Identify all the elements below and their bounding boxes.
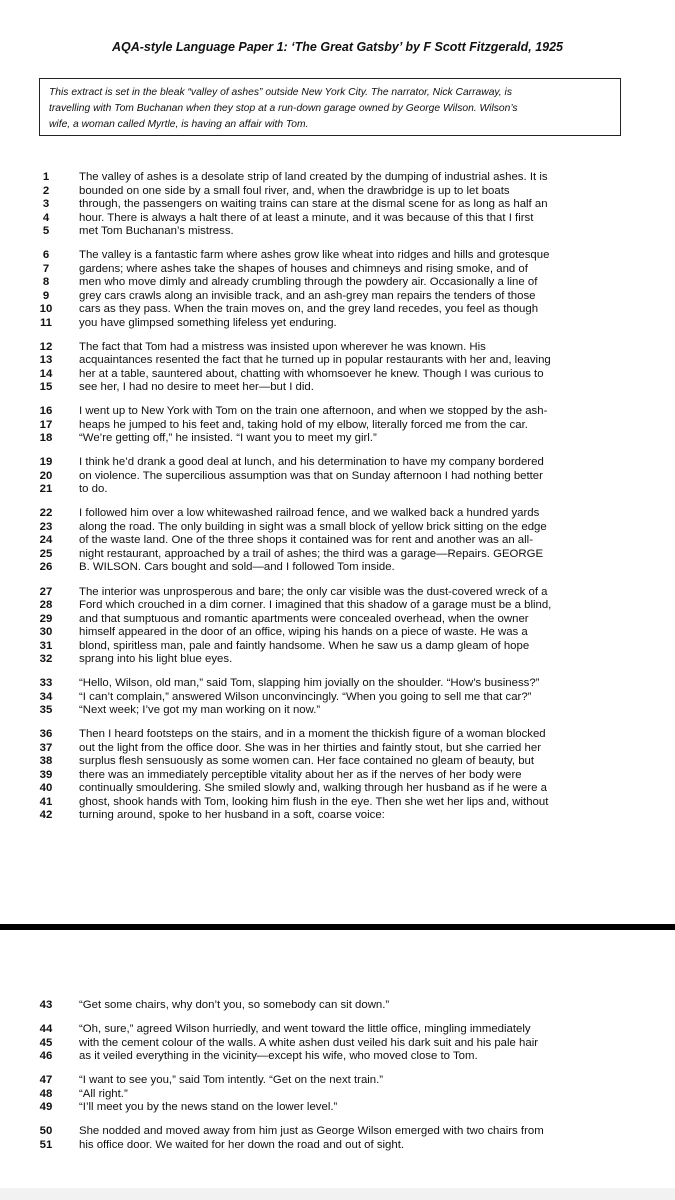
- line-text: ghost, shook hands with Tom, looking him flush in the eye. Then she wet her lips and, without: [79, 795, 549, 808]
- text-line: [0, 1139, 675, 1153]
- line-number: 41: [39, 795, 53, 808]
- line-text: The fact that Tom had a mistress was insisted upon wherever he was known. His: [79, 340, 486, 353]
- line-number: 31: [39, 639, 53, 652]
- text-line: [0, 470, 675, 484]
- paragraph: [0, 405, 675, 446]
- text-line: [0, 999, 675, 1013]
- line-text: “Oh, sure,” agreed Wilson hurriedly, and went toward the little office, mingling immediately: [79, 1023, 531, 1036]
- line-number: 50: [39, 1125, 53, 1138]
- line-number: 38: [39, 755, 53, 768]
- line-number: 1: [42, 171, 50, 183]
- line-number: 46: [39, 1050, 53, 1063]
- text-line: [0, 691, 675, 705]
- paragraph: [0, 1023, 675, 1064]
- text-line: [0, 613, 675, 627]
- text-line: [0, 1023, 675, 1037]
- line-text: Then I heard footsteps on the stairs, and in a moment the thickish figure of a woman blocked: [79, 728, 546, 741]
- text-line: [0, 782, 675, 796]
- line-text: continually smouldering. She smiled slowly and, walking through her husband as if he were a: [79, 782, 547, 795]
- line-number: 16: [39, 405, 53, 418]
- paragraph: [0, 999, 675, 1013]
- line-text: The valley of ashes is a desolate strip of land created by the dumping of industrial ashes. It is: [79, 171, 548, 183]
- extract-page-1: [0, 171, 675, 823]
- line-text: men who move dimly and already crumbling through the powdery air. Occasionally a line of: [79, 276, 538, 289]
- line-text: “I’ll meet you by the news stand on the lower level.”: [79, 1101, 338, 1114]
- line-number: 6: [42, 249, 50, 262]
- line-number: 34: [39, 690, 53, 703]
- line-text: “All right.”: [79, 1087, 128, 1100]
- extract-page-2: [0, 999, 675, 1152]
- line-text: She nodded and moved away from him just as George Wilson emerged with two chairs from: [79, 1125, 544, 1138]
- text-line: [0, 171, 675, 185]
- line-number: 25: [39, 547, 53, 560]
- line-number: 43: [39, 999, 53, 1011]
- line-number: 29: [39, 612, 53, 625]
- line-number: 26: [39, 561, 53, 574]
- line-text: grey cars crawls along an invisible track, and an ash-grey man repairs the tenders of those: [79, 289, 536, 302]
- line-text: gardens; where ashes take the shapes of houses and chimneys and rising smoke, and of: [79, 262, 528, 275]
- text-line: [0, 225, 675, 239]
- text-line: [0, 769, 675, 783]
- text-line: [0, 586, 675, 600]
- line-text: acquaintances resented the fact that he turned up in popular restaurants with her and, leaving: [79, 354, 551, 367]
- text-line: [0, 354, 675, 368]
- line-number: 45: [39, 1036, 53, 1049]
- line-number: 37: [39, 741, 53, 754]
- intro-box: [39, 78, 621, 136]
- line-text: “Next week; I’ve got my man working on it now.”: [79, 704, 321, 717]
- line-text: you have glimpsed something lifeless yet enduring.: [79, 316, 337, 329]
- text-line: [0, 341, 675, 355]
- text-line: [0, 405, 675, 419]
- line-text: there was an immediately perceptible vitality about her as if the nerves of her body were: [79, 768, 522, 781]
- line-text: bounded on one side by a small foul river, and, when the drawbridge is up to let boats: [79, 184, 510, 197]
- line-text: “I can’t complain,” answered Wilson unconvincingly. “When you going to sell me that car?”: [79, 690, 532, 703]
- text-line: [0, 534, 675, 548]
- line-text: heaps he jumped to his feet and, taking hold of my elbow, literally forced me from the car.: [79, 418, 528, 431]
- line-text: sprang into his light blue eyes.: [79, 653, 233, 666]
- line-text: I went up to New York with Tom on the train one afternoon, and when we stopped by the ash-: [79, 405, 548, 418]
- text-line: [0, 290, 675, 304]
- text-line: [0, 626, 675, 640]
- text-line: [0, 263, 675, 277]
- text-line: [0, 212, 675, 226]
- line-text: “We’re getting off,” he insisted. “I want you to meet my girl.”: [79, 432, 377, 445]
- line-text: as it veiled everything in the vicinity—except his wife, who moved close to Tom.: [79, 1050, 478, 1063]
- text-line: [0, 599, 675, 613]
- line-text: B. WILSON. Cars bought and sold—and I followed Tom inside.: [79, 561, 395, 574]
- intro-line: This extract is set in the bleak “valley of ashes” outside New York City. The narrator, Nick Carraway, is: [49, 87, 512, 98]
- text-line: [0, 677, 675, 691]
- line-number: 15: [39, 381, 53, 394]
- line-text: night restaurant, approached by a trail of ashes; the third was a garage—Repairs. GEORGE: [79, 547, 544, 560]
- paragraph: [0, 728, 675, 823]
- line-text: “I want to see you,” said Tom intently. “Get on the next train.”: [79, 1074, 384, 1087]
- line-number: 14: [39, 367, 53, 380]
- text-line: [0, 185, 675, 199]
- line-number: 28: [39, 599, 53, 612]
- line-text: see her, I had no desire to meet her—but I did.: [79, 381, 314, 394]
- line-text: turning around, spoke to her husband in a soft, coarse voice:: [79, 809, 385, 822]
- line-number: 5: [42, 225, 50, 237]
- line-text: blond, spiritless man, pale and faintly handsome. When he saw us a damp gleam of hope: [79, 639, 530, 652]
- line-number: 7: [42, 262, 50, 275]
- text-line: [0, 755, 675, 769]
- line-number: 13: [39, 354, 53, 367]
- text-line: [0, 1101, 675, 1115]
- text-line: [0, 317, 675, 331]
- line-number: 33: [39, 677, 53, 690]
- text-line: [0, 456, 675, 470]
- paragraph: [0, 586, 675, 667]
- text-line: [0, 368, 675, 382]
- paragraph: [0, 249, 675, 330]
- text-line: [0, 653, 675, 667]
- line-number: 32: [39, 653, 53, 666]
- text-line: [0, 742, 675, 756]
- line-number: 27: [39, 585, 53, 598]
- line-number: 51: [39, 1138, 53, 1151]
- paragraph: [0, 1125, 675, 1152]
- line-number: 42: [39, 809, 53, 822]
- line-number: 49: [39, 1101, 53, 1114]
- line-text: The interior was unprosperous and bare; the only car visible was the dust-covered wreck of a: [79, 585, 548, 598]
- line-number: 20: [39, 469, 53, 482]
- text-line: [0, 1050, 675, 1064]
- paragraph: [0, 341, 675, 395]
- text-line: [0, 249, 675, 263]
- text-line: [0, 483, 675, 497]
- intro-line: wife, a woman called Myrtle, is having an affair with Tom.: [49, 119, 309, 130]
- text-line: [0, 303, 675, 317]
- text-line: [0, 521, 675, 535]
- line-number: 18: [39, 432, 53, 445]
- text-line: [0, 1125, 675, 1139]
- line-text: to do.: [79, 483, 108, 496]
- line-number: 19: [39, 456, 53, 469]
- text-line: [0, 1074, 675, 1088]
- paragraph: [0, 456, 675, 497]
- intro-line: travelling with Tom Buchanan when they stop at a run-down garage owned by George Wilson. Wilson’s: [49, 103, 518, 114]
- page-bottom-edge: [0, 1188, 675, 1200]
- line-number: 2: [42, 184, 50, 197]
- line-text: met Tom Buchanan’s mistress.: [79, 225, 234, 237]
- text-line: [0, 704, 675, 718]
- text-line: [0, 507, 675, 521]
- text-line: [0, 198, 675, 212]
- line-text: The valley is a fantastic farm where ashes grow like wheat into ridges and hills and grotesque: [79, 249, 550, 262]
- line-number: 22: [39, 507, 53, 520]
- paragraph: [0, 171, 675, 239]
- line-text: I followed him over a low whitewashed railroad fence, and we walked back a hundred yards: [79, 507, 540, 520]
- line-number: 30: [39, 626, 53, 639]
- line-number: 11: [39, 316, 53, 329]
- line-text: along the road. The only building in sight was a small block of yellow brick sitting on the edge: [79, 520, 547, 533]
- line-text: and that sumptuous and romantic apartments were concealed overhead, when the owner: [79, 612, 529, 625]
- line-number: 8: [42, 276, 50, 289]
- line-number: 3: [42, 198, 50, 210]
- text-line: [0, 796, 675, 810]
- line-text: I think he’d drank a good deal at lunch, and his determination to have my company bordered: [79, 456, 544, 469]
- line-text: “Hello, Wilson, old man,” said Tom, slapping him jovially on the shoulder. “How’s business?”: [79, 677, 540, 690]
- line-number: 9: [42, 289, 50, 302]
- line-text: hour. There is always a halt there of at least a minute, and it was because of this that I first: [79, 211, 534, 224]
- line-text: “Get some chairs, why don’t you, so somebody can sit down.”: [79, 999, 390, 1011]
- line-number: 36: [39, 728, 53, 741]
- paragraph: [0, 1074, 675, 1115]
- line-number: 44: [39, 1023, 53, 1036]
- line-number: 21: [39, 483, 53, 496]
- text-line: [0, 276, 675, 290]
- line-number: 10: [39, 303, 53, 316]
- line-number: 4: [42, 211, 50, 224]
- line-text: cars as they pass. When the train moves on, and the grey land recedes, you feel as though: [79, 303, 539, 316]
- page-separator: [0, 924, 675, 930]
- line-text: out the light from the office door. She was in her thirties and faintly stout, but she carried her: [79, 741, 541, 754]
- text-line: [0, 809, 675, 823]
- line-text: her at a table, sauntered about, chatting with whomsoever he knew. Though I was curious to: [79, 367, 544, 380]
- line-text: of the waste land. One of the three shops it contained was for rent and another was an all-: [79, 534, 534, 547]
- document-title: AQA-style Language Paper 1: ‘The Great Gatsby’ by F Scott Fitzgerald, 1925: [111, 40, 564, 54]
- text-line: [0, 640, 675, 654]
- line-text: surplus flesh sensuously as some women can. Her face contained no gleam of beauty, but: [79, 755, 535, 768]
- line-number: 48: [39, 1087, 53, 1100]
- line-text: with the cement colour of the walls. A white ashen dust veiled his dark suit and his pale hair: [79, 1036, 539, 1049]
- line-text: Ford which crouched in a dim corner. I imagined that this shadow of a garage must be a blind,: [79, 599, 552, 612]
- line-number: 23: [39, 520, 53, 533]
- line-number: 40: [39, 782, 53, 795]
- text-line: [0, 381, 675, 395]
- line-text: himself appeared in the door of an office, wiping his hands on a piece of waste. He was a: [79, 626, 528, 639]
- text-line: [0, 1037, 675, 1051]
- text-line: [0, 561, 675, 575]
- text-line: [0, 432, 675, 446]
- line-text: his office door. We waited for her down the road and out of sight.: [79, 1138, 405, 1151]
- line-number: 12: [39, 340, 53, 353]
- line-number: 47: [39, 1074, 53, 1087]
- line-text: on violence. The supercilious assumption was that on Sunday afternoon I had nothing better: [79, 469, 543, 482]
- text-line: [0, 548, 675, 562]
- line-text: through, the passengers on waiting trains can stare at the dismal scene for as long as half an: [79, 198, 548, 210]
- line-number: 24: [39, 534, 53, 547]
- text-line: [0, 1088, 675, 1102]
- paragraph: [0, 677, 675, 718]
- line-number: 17: [39, 418, 53, 431]
- line-number: 39: [39, 768, 53, 781]
- line-number: 35: [39, 704, 53, 717]
- text-line: [0, 419, 675, 433]
- text-line: [0, 728, 675, 742]
- paragraph: [0, 507, 675, 575]
